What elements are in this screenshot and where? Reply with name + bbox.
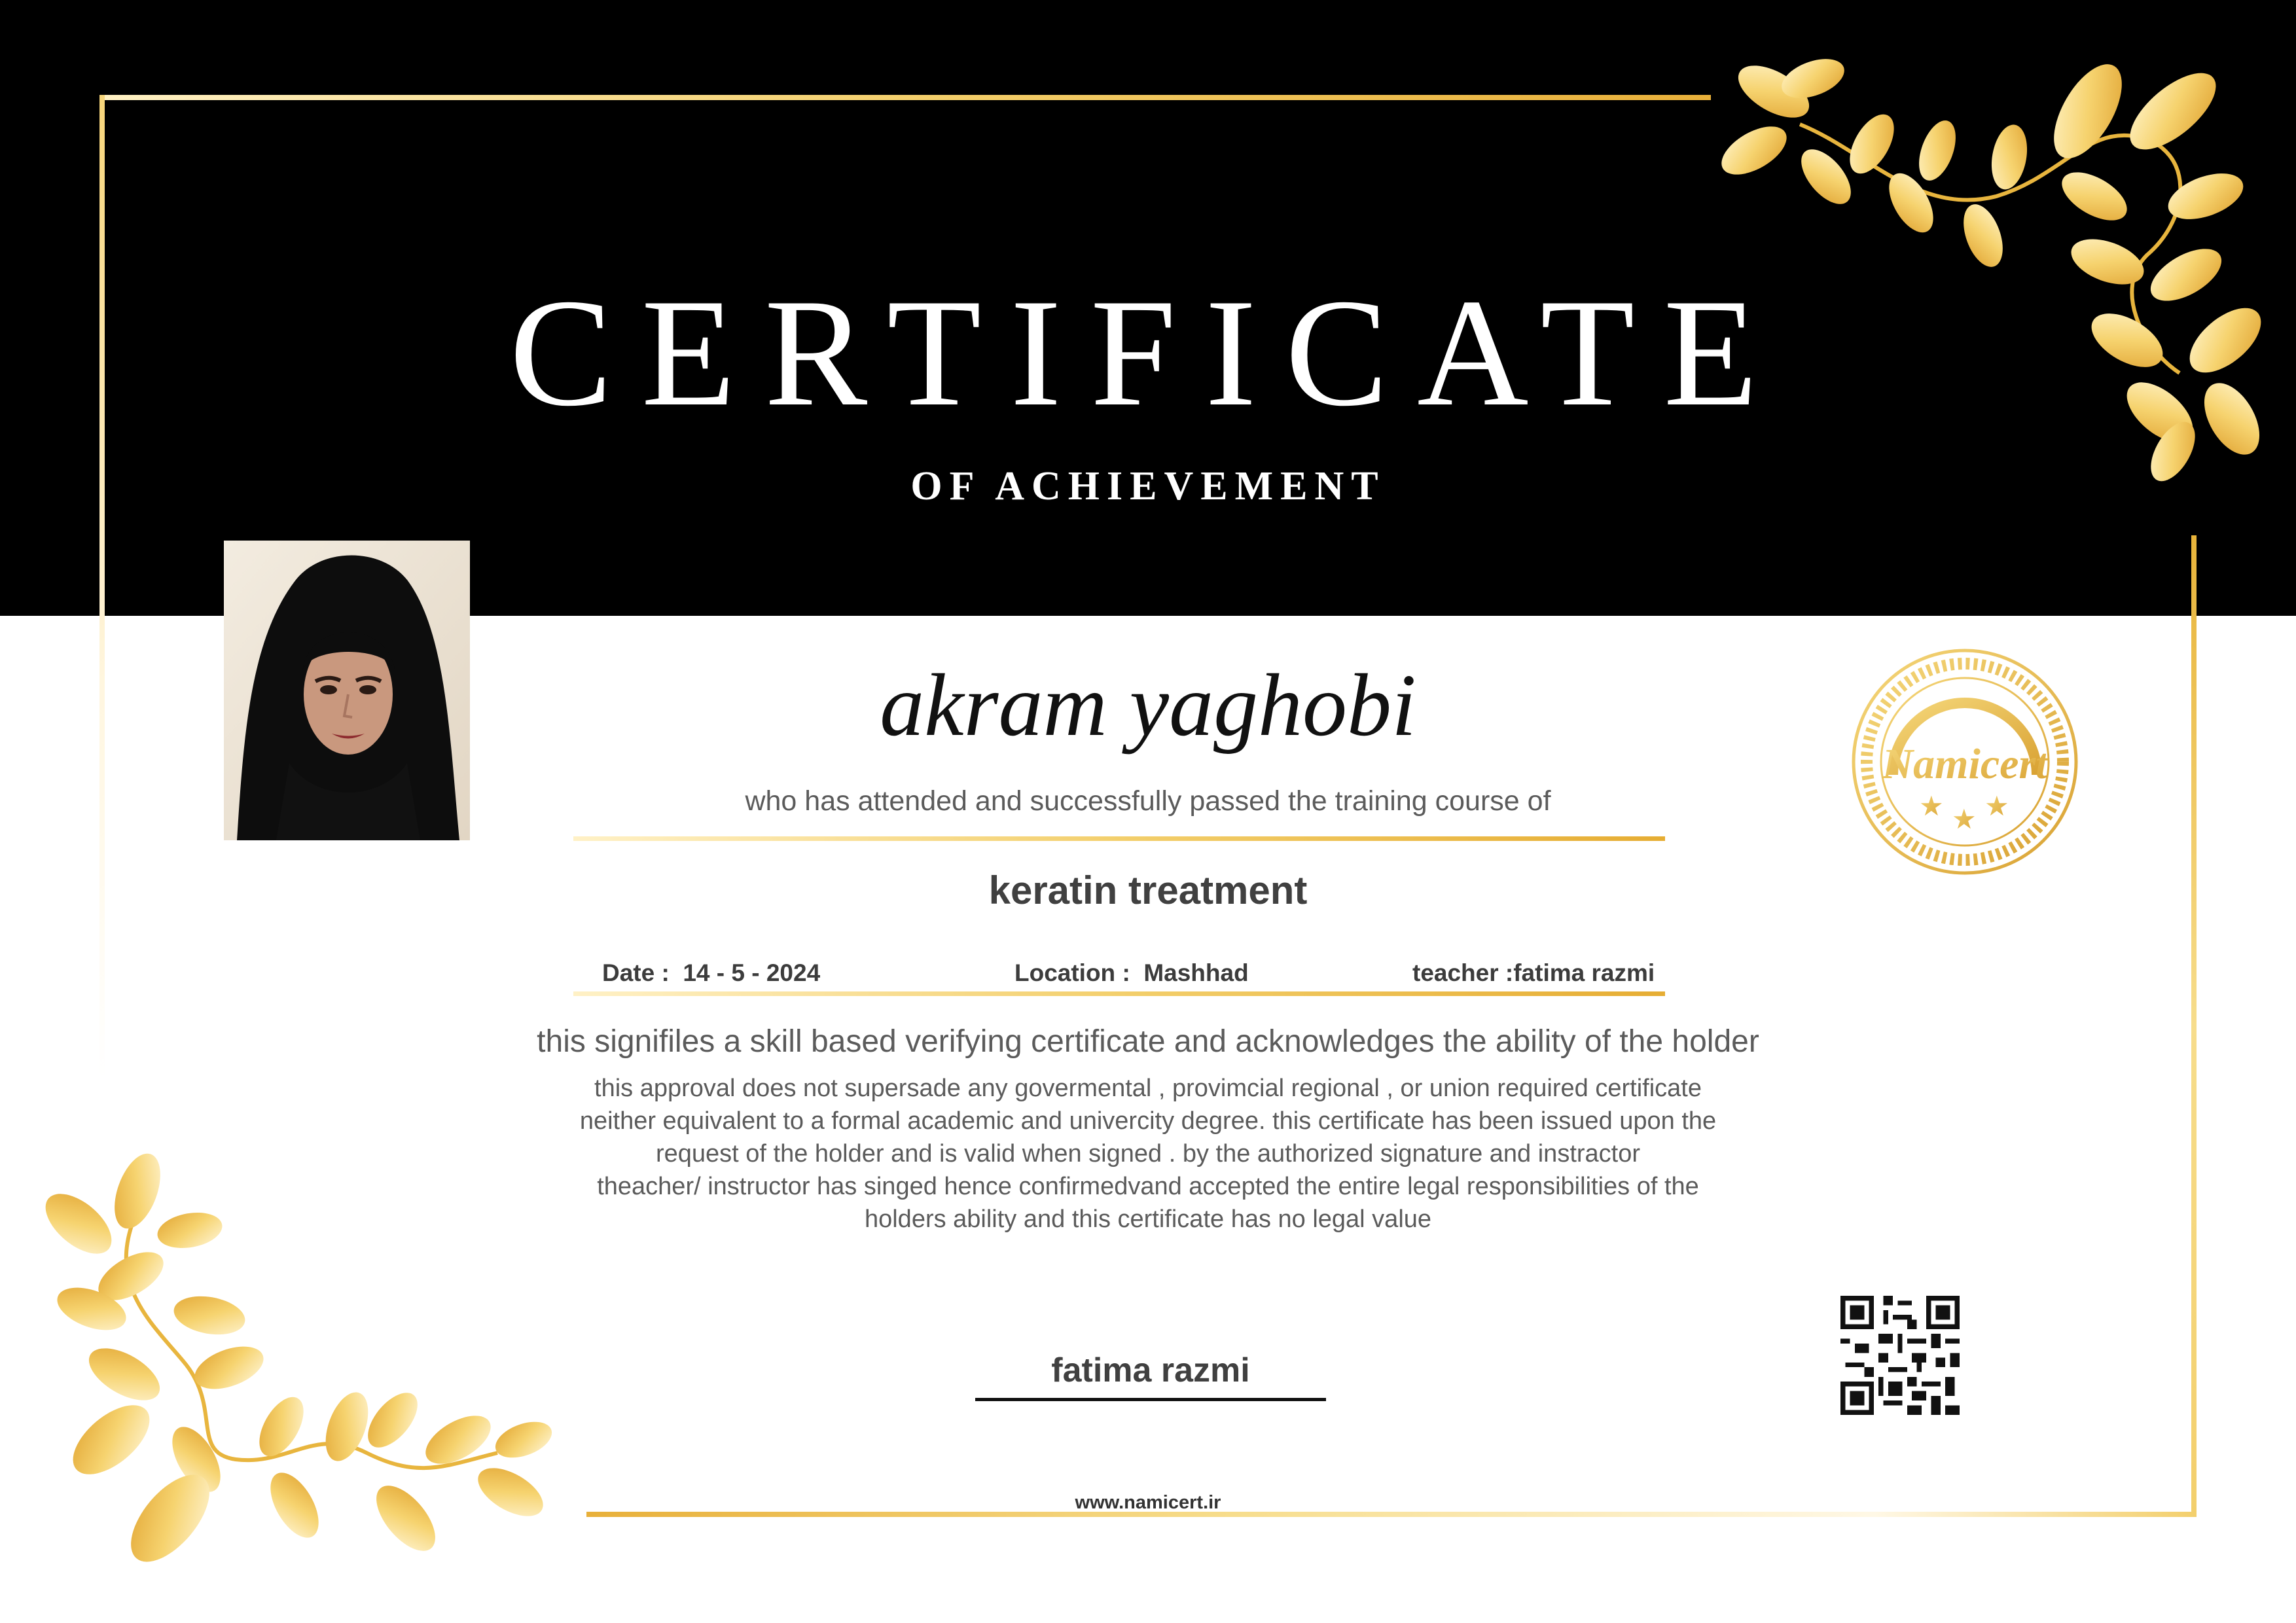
svg-text:★: ★ bbox=[1984, 791, 2009, 821]
holder-name: akram yaghobi bbox=[880, 656, 1416, 755]
signature-line bbox=[975, 1398, 1326, 1401]
teacher-field: teacher :fatima razmi bbox=[1412, 959, 1655, 986]
signifies-text: this signifiles a skill based verifying certificate and acknowledges the ability of the holder bbox=[537, 1024, 1759, 1059]
date-field: Date : 14 - 5 - 2024 bbox=[602, 959, 821, 986]
body-line: this approval does not supersade any govermental , provimcial regional , or union required certificate bbox=[594, 1075, 1702, 1102]
gold-leaves-icon bbox=[1721, 46, 2265, 497]
body-line: request of the holder and is valid when signed . by the authorized signature and instractor bbox=[655, 1140, 1641, 1168]
gold-leaves-icon bbox=[39, 1152, 563, 1584]
seal-text: Namicert bbox=[1882, 740, 2048, 788]
course-name: keratin treatment bbox=[988, 868, 1308, 912]
svg-text:★: ★ bbox=[1952, 804, 1977, 834]
frame-left-line bbox=[99, 95, 105, 1079]
certificate-title: CERTIFICATE bbox=[509, 268, 1787, 438]
info-underline bbox=[573, 991, 1665, 996]
location-field: Location : Mashhad bbox=[1014, 959, 1249, 986]
qr-code-icon[interactable] bbox=[1840, 1296, 1960, 1415]
signature-name: fatima razmi bbox=[1051, 1351, 1250, 1389]
body-line: holders ability and this certificate has no legal value bbox=[864, 1205, 1432, 1233]
body-line: neither equivalent to a formal academic and univercity degree. this certificate has been issued upon the bbox=[579, 1107, 1717, 1135]
website-url[interactable]: www.namicert.ir bbox=[1075, 1492, 1221, 1513]
intro-text: who has attended and successfully passed the training course of bbox=[745, 785, 1551, 817]
svg-text:★: ★ bbox=[1919, 791, 1944, 821]
frame-top-line bbox=[99, 95, 1711, 100]
certificate-subtitle: OF ACHIEVEMENT bbox=[910, 464, 1386, 508]
body-line: theacher/ instructor has singed hence confirmedvand accepted the entire legal responsibilities of the bbox=[597, 1173, 1699, 1200]
namicert-seal-icon bbox=[1847, 644, 2083, 880]
intro-underline bbox=[573, 836, 1665, 841]
